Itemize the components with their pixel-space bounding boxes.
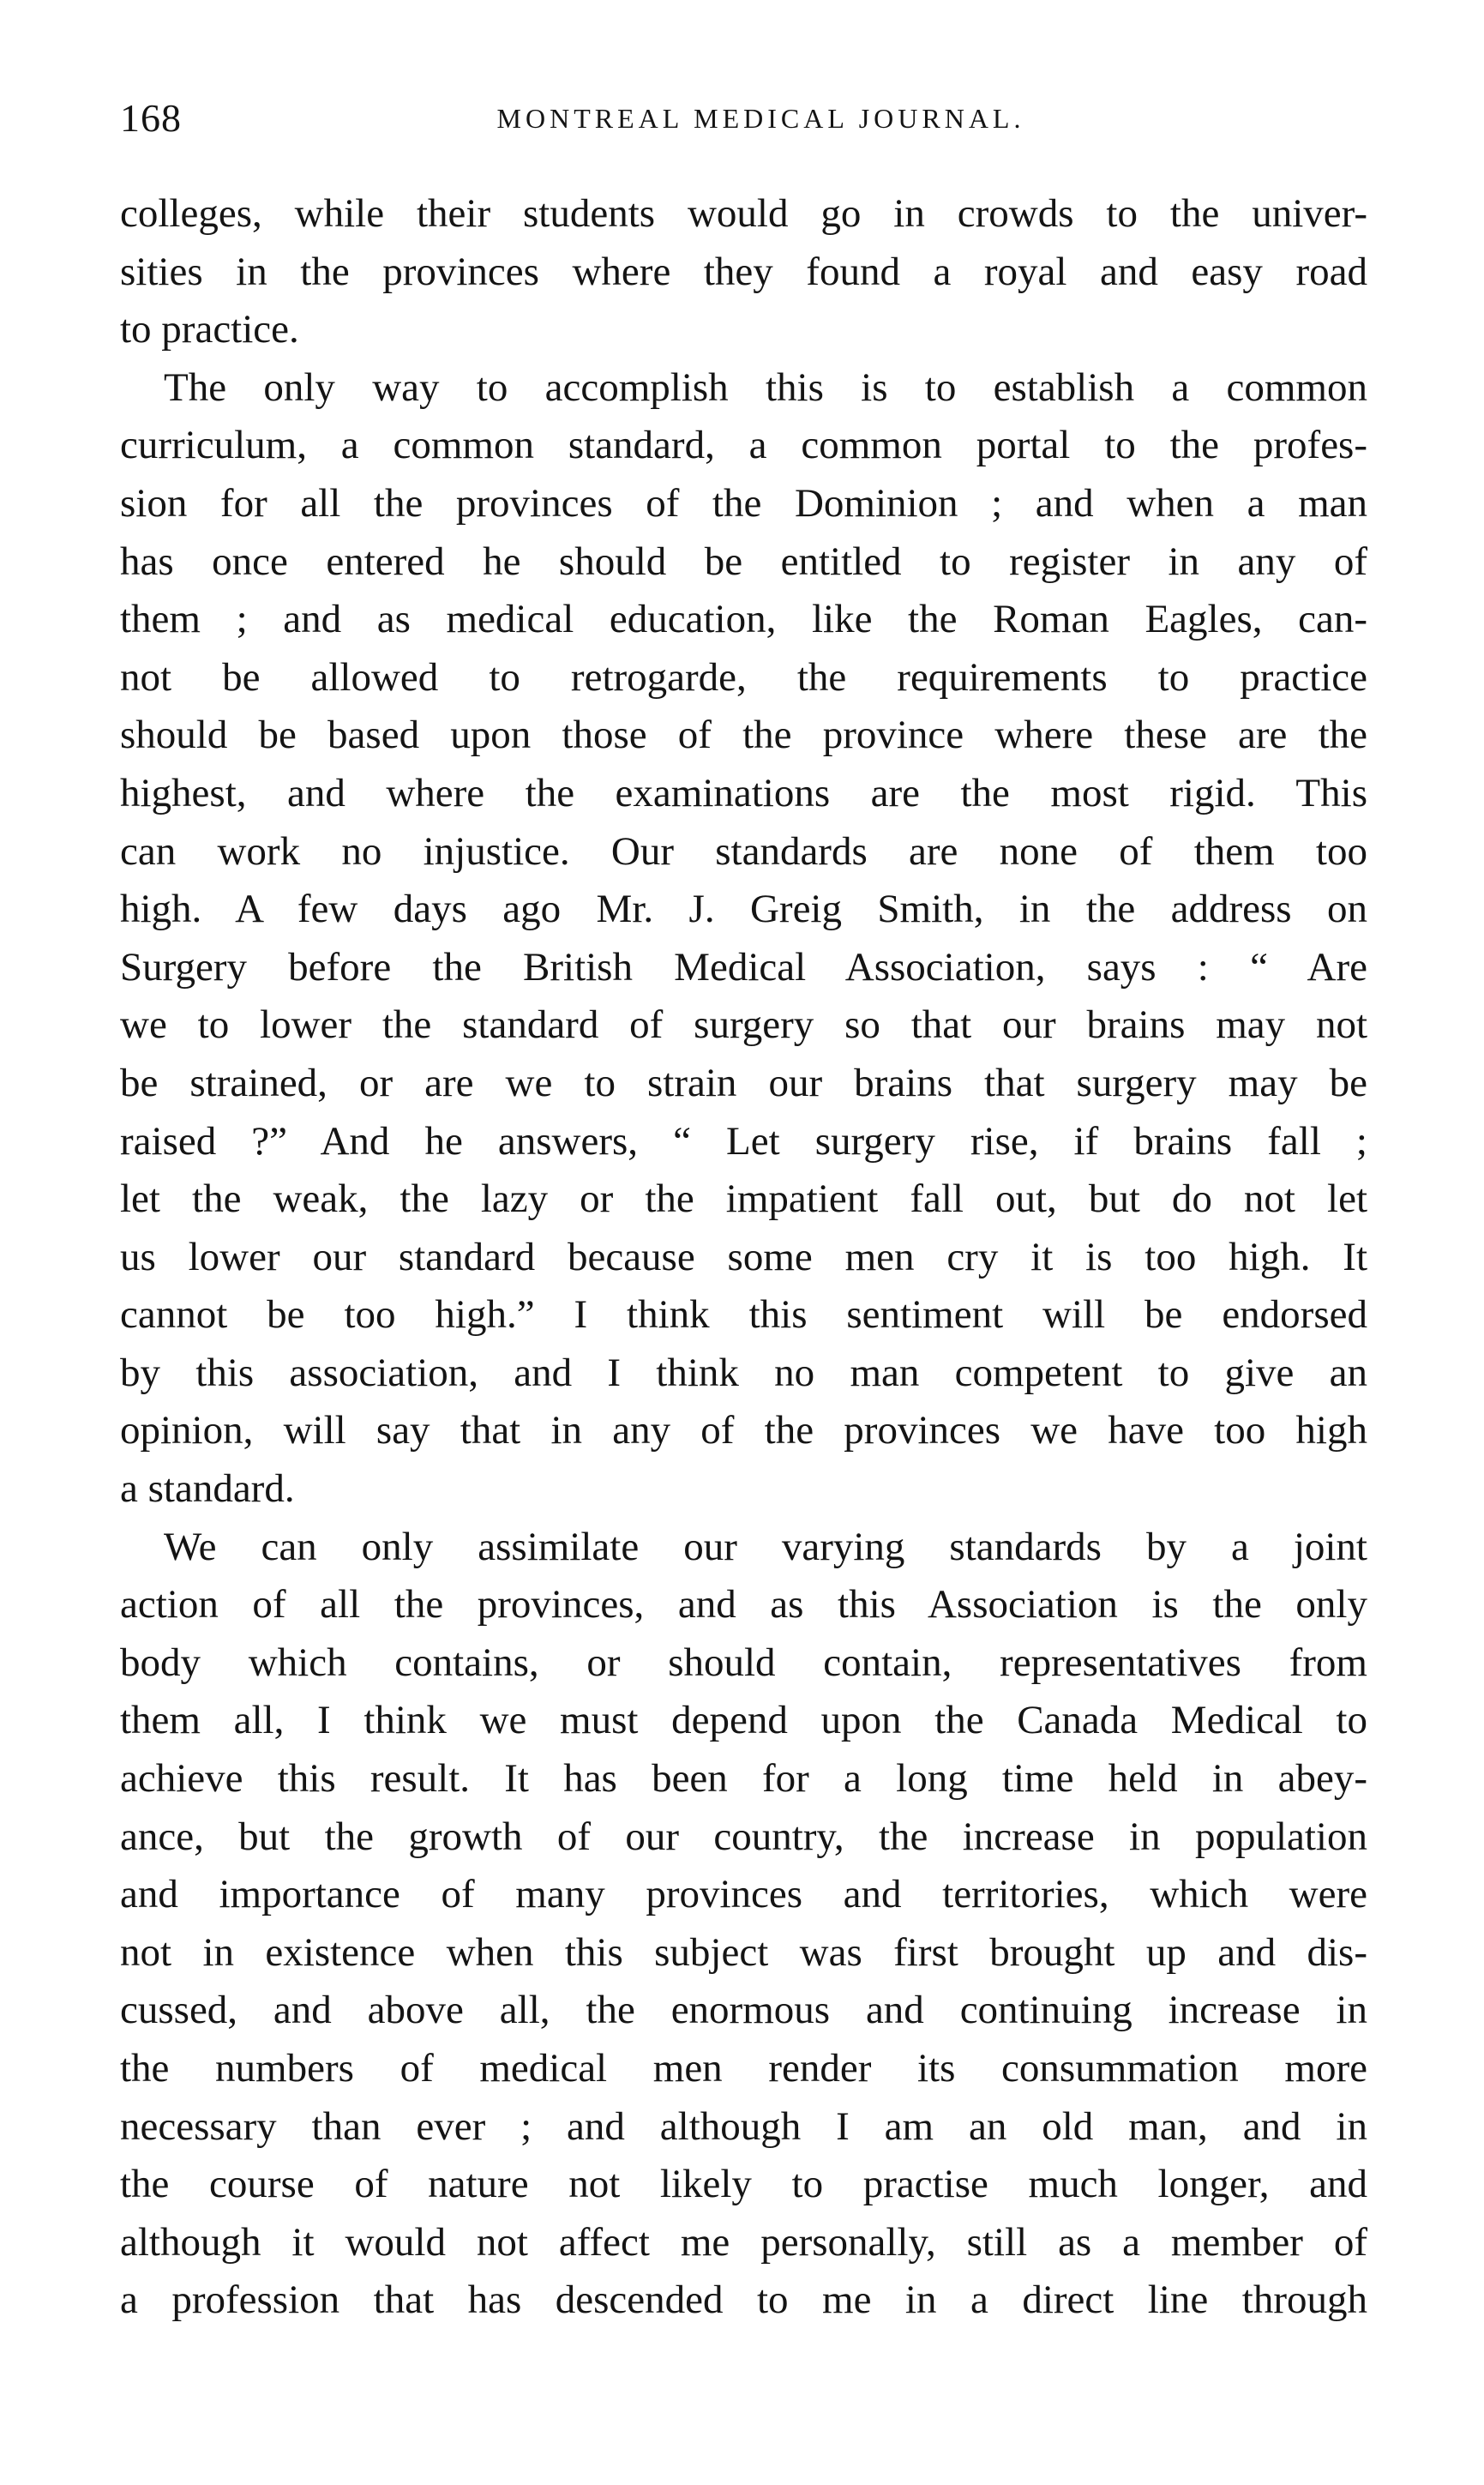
page-header <box>120 93 1367 144</box>
text-line: we to lower the standard of surgery so that our brains may not <box>120 1002 1367 1048</box>
text-line: not be allowed to retrogarde, the requirements to practice <box>120 654 1367 700</box>
text-line: and importance of many provinces and territories, which were <box>120 1872 1367 1917</box>
text-line: although it would not affect me personally, still as a member of <box>120 2219 1367 2265</box>
text-line: necessary than ever ; and although I am an old man, and in <box>120 2103 1367 2149</box>
text-line: has once entered he should be entitled to register in any of <box>120 539 1367 584</box>
text-line: to practice. <box>120 307 299 352</box>
text-line: colleges, while their students would go in crowds to the univer- <box>120 191 1367 236</box>
text-line: highest, and where the examinations are the most rigid. This <box>120 770 1367 815</box>
text-line: raised ?” And he answers, “ Let surgery rise, if brains fall ; <box>120 1118 1367 1164</box>
text-line: cussed, and above all, the enormous and continuing increase in <box>120 1988 1367 2033</box>
text-line: be strained, or are we to strain our brains that surgery may be <box>120 1060 1367 1105</box>
text-line: body which contains, or should contain, representatives from <box>120 1640 1367 1685</box>
text-line: them ; and as medical education, like the Roman Eagles, can- <box>120 597 1367 642</box>
text-line: sion for all the provinces of the Dominion ; and when a man <box>120 480 1367 526</box>
text-line: sities in the provinces where they found a royal and easy road <box>120 249 1367 294</box>
text-line: us lower our standard because some men cry it is too high. It <box>120 1234 1367 1279</box>
text-line: ance, but the growth of our country, the increase in population <box>120 1814 1367 1859</box>
running-head: MONTREAL MEDICAL JOURNAL. <box>496 103 1025 134</box>
paragraph-first-line: We can only assimilate our varying standards by a joint <box>164 1524 1367 1569</box>
text-line: achieve this result. It has been for a long time held in abey- <box>120 1756 1367 1802</box>
text-line: by this association, and I think no man competent to give an <box>120 1350 1367 1395</box>
text-line: should be based upon those of the province where these are the <box>120 713 1367 758</box>
text-line: not in existence when this subject was first brought up and dis- <box>120 1929 1367 1975</box>
body-text <box>120 185 1367 2330</box>
text-line: a profession that has descended to me in a direct line through <box>120 2277 1367 2323</box>
text-line: cannot be too high.” I think this sentiment will be endorsed <box>120 1292 1367 1338</box>
text-line: let the weak, the lazy or the impatient fall out, but do not let <box>120 1176 1367 1222</box>
paragraph-first-line: The only way to accomplish this is to establish a common <box>164 364 1367 410</box>
text-line: the course of nature not likely to practise much longer, and <box>120 2162 1367 2207</box>
text-line: Surgery before the British Medical Association, says : “ Are <box>120 944 1367 990</box>
text-line: high. A few days ago Mr. J. Greig Smith, in the address on <box>120 887 1367 932</box>
text-line: a standard. <box>120 1466 295 1512</box>
page-number: 168 <box>120 96 182 140</box>
text-line: opinion, will say that in any of the provinces we have too high <box>120 1408 1367 1453</box>
text-line: curriculum, a common standard, a common portal to the profes- <box>120 423 1367 468</box>
text-line: can work no injustice. Our standards are none of them too <box>120 828 1367 874</box>
text-line: them all, I think we must depend upon the Canada Medical to <box>120 1698 1367 1743</box>
text-line: the numbers of medical men render its consummation more <box>120 2046 1367 2091</box>
text-line: action of all the provinces, and as this Association is the only <box>120 1582 1367 1628</box>
